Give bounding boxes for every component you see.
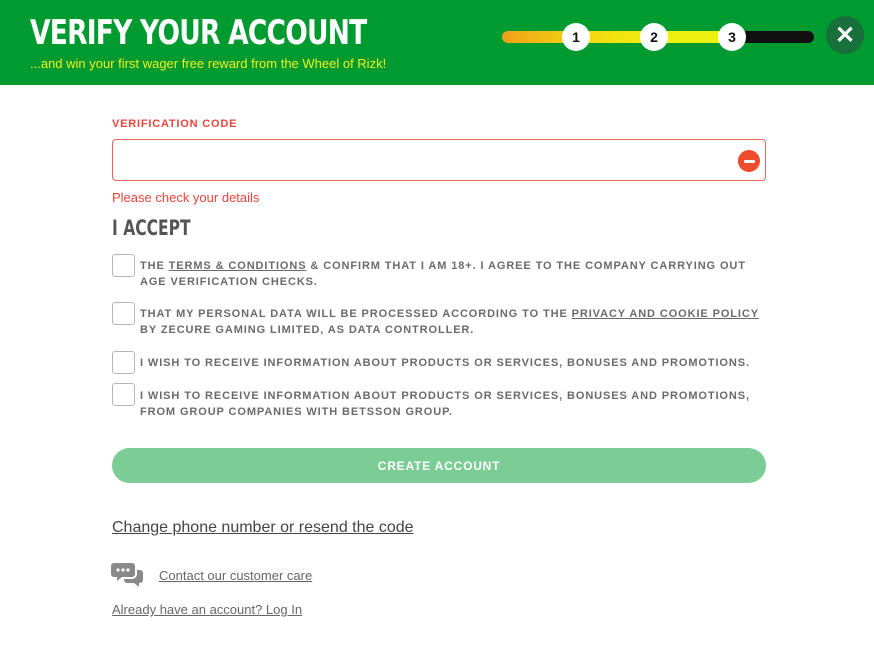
verification-code-label: VERIFICATION CODE bbox=[112, 118, 238, 130]
page-title: VERIFY YOUR ACCOUNT bbox=[30, 13, 367, 53]
privacy-checkbox[interactable] bbox=[112, 302, 135, 325]
chat-bubbles-icon bbox=[110, 560, 146, 590]
error-message: Please check your details bbox=[112, 190, 260, 205]
customer-care-link[interactable]: Contact our customer care bbox=[159, 568, 313, 583]
group-promotions-checkbox[interactable] bbox=[112, 383, 135, 406]
error-minus-icon bbox=[738, 150, 760, 172]
privacy-consent-text: THAT MY PERSONAL DATA WILL BE PROCESSED ACCORDING TO THE PRIVACY AND COOKIE POLICY BY ZECURE GAMING LIMITED, AS DATA CONTROLLER. bbox=[140, 308, 759, 336]
step-1-indicator: 1 bbox=[562, 23, 590, 51]
promotions-consent-text: I WISH TO RECEIVE INFORMATION ABOUT PRODUCTS OR SERVICES, BONUSES AND PROMOTIONS. bbox=[140, 357, 750, 369]
header-bar bbox=[0, 0, 874, 85]
step-progress bbox=[502, 23, 814, 49]
step-2-indicator: 2 bbox=[640, 23, 668, 51]
promotions-checkbox[interactable] bbox=[112, 351, 135, 374]
page-subtitle: ...and win your first wager free reward from the Wheel of Rizk! bbox=[30, 56, 387, 71]
group-promotions-consent-text: I WISH TO RECEIVE INFORMATION ABOUT PRODUCTS OR SERVICES, BONUSES AND PROMOTIONS, FROM GROUP COMPANIES WITH BETSSON GROUP. bbox=[140, 390, 750, 418]
login-link[interactable]: Already have an account? Log In bbox=[112, 602, 303, 617]
close-button[interactable] bbox=[826, 16, 864, 54]
change-phone-link[interactable]: Change phone number or resend the code bbox=[112, 519, 414, 536]
terms-consent-text: THE TERMS & CONDITIONS & CONFIRM THAT I AM 18+. I AGREE TO THE COMPANY CARRYING OUT AGE VERIFICATION CHECKS. bbox=[140, 260, 746, 288]
accept-heading: I ACCEPT bbox=[112, 216, 191, 240]
create-account-button[interactable]: CREATE ACCOUNT bbox=[112, 448, 766, 483]
terms-checkbox[interactable] bbox=[112, 254, 135, 277]
step-3-indicator: 3 bbox=[718, 23, 746, 51]
terms-conditions-link[interactable]: TERMS & CONDITIONS bbox=[168, 260, 307, 272]
privacy-cookie-policy-link[interactable]: PRIVACY AND COOKIE POLICY bbox=[571, 308, 759, 320]
close-icon: ✕ bbox=[834, 21, 856, 49]
verification-code-input[interactable] bbox=[112, 139, 766, 181]
